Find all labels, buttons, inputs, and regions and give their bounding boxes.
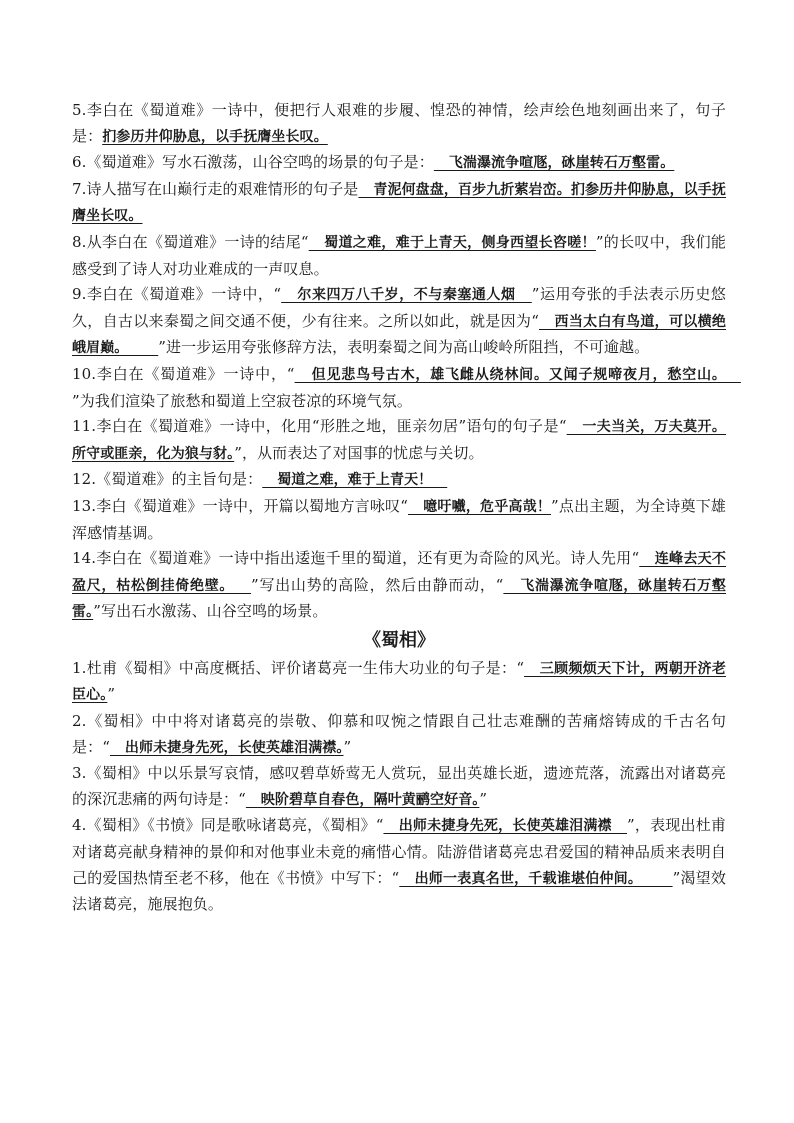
question-12: 12.《蜀道难》的主旨句是： 蜀道之难，难于上青天！ bbox=[72, 470, 448, 489]
answer-blank: 蜀道之难，难于上青天，侧身西望长咨嗟！ bbox=[308, 234, 596, 251]
answer-blank: 西当太白有鸟道，可以横绝峨眉巅。 bbox=[72, 313, 726, 357]
answer-blank: 一夫当关，万夫莫开。所守或匪亲，化为狼与豺。 bbox=[72, 419, 726, 462]
section-title-shuxiang: 《蜀相》 bbox=[363, 629, 435, 651]
answer-blank: 飞湍瀑流争喧豗，砯崖转石万壑雷。 bbox=[72, 577, 726, 621]
answer-blank: 三顾频烦天下计，两朝开济老臣心。 bbox=[72, 660, 726, 704]
question-7: 7.诗人描写在山巅行走的艰难情形的句子是 青泥何盘盘，百步九折萦岩峦。扪参历井仰胁息，以手抚膺坐长叹。 bbox=[72, 179, 726, 225]
answer-blank: 映阶碧草自春色，隔叶黄鹂空好音。 bbox=[245, 791, 480, 808]
answer-blank: 飞湍瀑流争喧豗，砯崖转石万壑雷。 bbox=[433, 155, 675, 172]
answer-blank: 噫吁嚱，危乎高哉！ bbox=[408, 498, 552, 515]
answer-blank: 扪参历井仰胁息，以手抚膺坐长叹。 bbox=[102, 128, 328, 145]
question-14: 14.李白在《蜀道难》一诗中指出逶迤千里的蜀道，还有更为奇险的风光。诗人先用“ 连峰去天不盈尺，枯松倒挂倚绝壁。 ”写出山势的高险，然后由静而动，“ 飞湍瀑流争喧豗，砯崖转石万壑雷。”写出石水激荡、山谷空鸣的场景。 bbox=[72, 549, 726, 621]
question-5: 5.李白在《蜀道难》一诗中，便把行人艰难的步履、惶恐的神情，绘声绘色地刻画出来了，句子是：扪参历井仰胁息，以手抚膺坐长叹。 bbox=[72, 101, 726, 145]
answer-blank: 蜀道之难，难于上青天！ bbox=[262, 472, 448, 489]
shuxiang-question-4: 4.《蜀相》《书愤》同是歌咏诸葛亮，《蜀相》“ 出师未捷身先死，长使英雄泪满襟 ”，表现出杜甫对诸葛亮献身精神的景仰和对他事业未竟的痛惜心情。陆游借诸葛亮忠君爱国的精神品质来表明自己的爱国热情至老不移，他在《书愤》中写下：“ 出师一表真名世，千载谁堪伯仲间。 ”渴望效法诸葛亮，施展抱负。 bbox=[72, 816, 726, 914]
answer-blank: 连峰去天不盈尺，枯松倒挂倚绝壁。 bbox=[72, 551, 726, 594]
shuxiang-question-2: 2.《蜀相》中中将对诸葛亮的崇敬、仰慕和叹惋之情跟自己壮志难酬的苦痛熔铸成的千古名句是：“ 出师未捷身先死，长使英雄泪满襟。” bbox=[72, 712, 726, 756]
question-6: 6.《蜀道难》写水石激荡，山谷空鸣的场景的句子是： 飞湍瀑流争喧豗，砯崖转石万壑雷。 bbox=[72, 153, 675, 172]
answer-blank: 但见悲鸟号古木，雄飞雌从绕林间。又闻子规啼夜月，愁空山。 bbox=[294, 366, 741, 383]
shuxiang-question-3: 3.《蜀相》中以乐景写哀情，感叹碧草娇莺无人赏玩，显出英雄长逝，遗迹荒落，流露出对诸葛亮的深沉悲痛的两句诗是：“ 映阶碧草自春色，隔叶黄鹂空好音。” bbox=[72, 764, 726, 808]
answer-blank: 出师未捷身先死，长使英雄泪满襟 bbox=[383, 818, 627, 835]
question-10: 10.李白在《蜀道难》一诗中，“ 但见悲鸟号古木，雄飞雌从绕林间。又闻子规啼夜月，愁空山。 ”为我们渲染了旅愁和蜀道上空寂苍凉的环境气氛。 bbox=[72, 364, 741, 410]
answer-blank: 尔来四万八千岁，不与秦塞通人烟 bbox=[281, 287, 532, 304]
question-9: 9.李白在《蜀道难》一诗中，“ 尔来四万八千岁，不与秦塞通人烟 ”运用夸张的手法表示历史悠久，自古以来秦蜀之间交通不便，少有往来。之所以如此，就是因为“ 西当太白有鸟道，可以横绝峨眉巅。 ”进一步运用夸张修辞方法，表明秦蜀之间为高山峻岭所阻挡，不可逾越。 bbox=[72, 285, 726, 357]
question-8: 8.从李白在《蜀道难》一诗的结尾“ 蜀道之难，难于上青天，侧身西望长咨嗟！”的长叹中，我们能感受到了诗人对功业难成的一声叹息。 bbox=[72, 232, 726, 278]
shuxiang-question-1: 1.杜甫《蜀相》中高度概括、评价诸葛亮一生伟大功业的句子是：“ 三顾频烦天下计，两朝开济老臣心。” bbox=[72, 658, 726, 704]
answer-blank: 出师未捷身先死，长使英雄泪满襟。 bbox=[109, 739, 344, 756]
question-11: 11.李白在《蜀道难》一诗中，化用“形胜之地，匪亲勿居”语句的句子是“ 一夫当关，万夫莫开。所守或匪亲，化为狼与豺。”，从而表达了对国事的忧虑与关切。 bbox=[72, 417, 726, 462]
answer-blank: 出师一表真名世，千载谁堪伯仲间。 bbox=[399, 870, 673, 887]
question-13: 13.李白《蜀道难》一诗中，开篇以蜀地方言咏叹“ 噫吁嚱，危乎高哉！”点出主题，为全诗奠下雄浑感情基调。 bbox=[72, 496, 726, 542]
answer-blank: 青泥何盘盘，百步九折萦岩峦。扪参历井仰胁息，以手抚膺坐长叹。 bbox=[72, 181, 726, 225]
